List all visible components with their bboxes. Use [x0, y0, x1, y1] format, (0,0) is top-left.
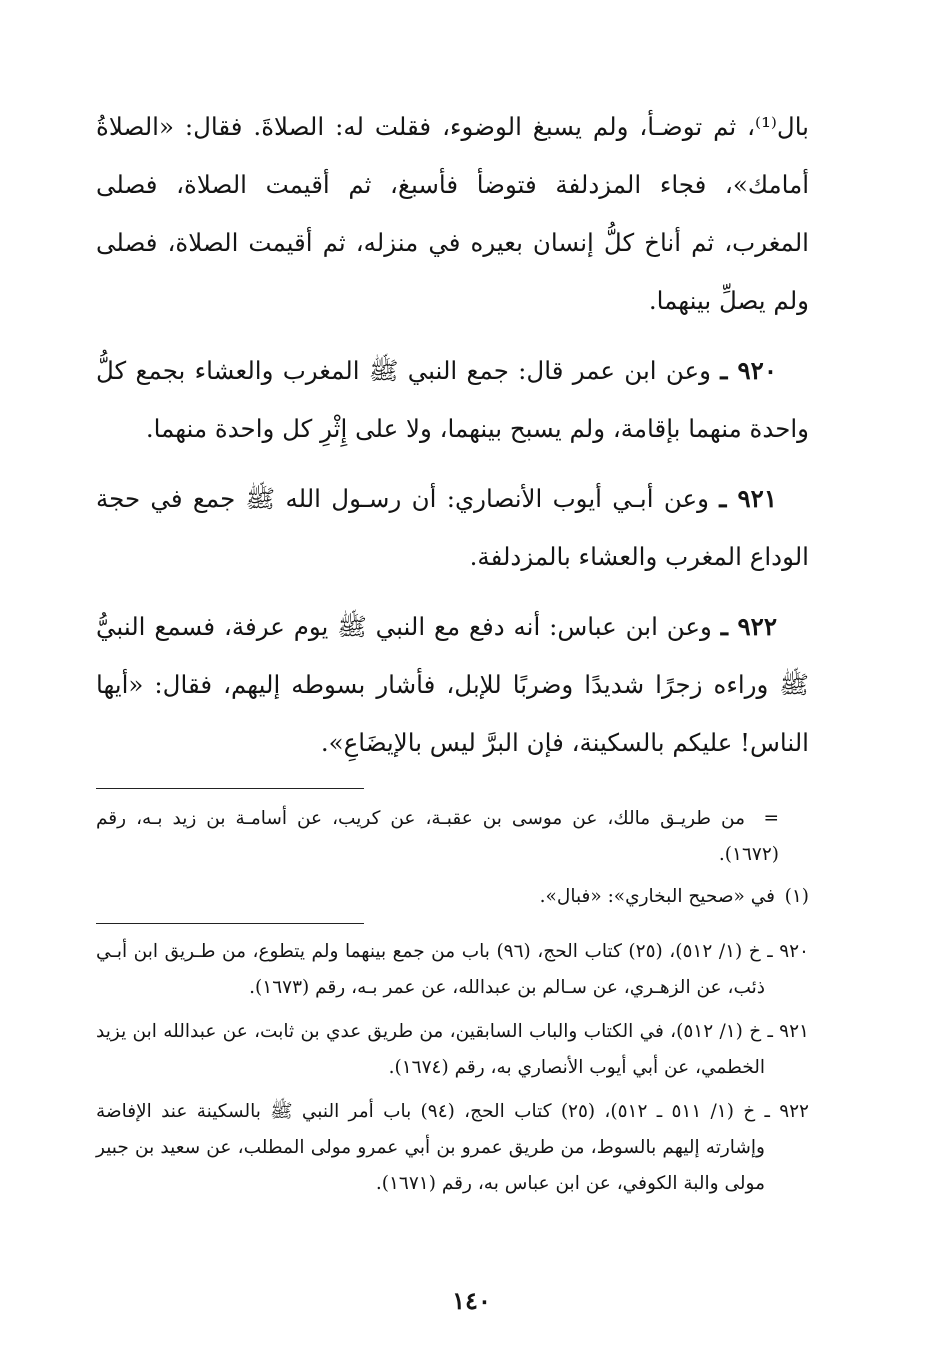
hadith-text: وعن ابن عباس: أنه دفع مع النبي ﷺ يوم عرفة، فسمع النبيُّ ﷺ وراءه زجرًا شديدًا وضربًا للإبل، فأشار بسوطه إليهم، فقال: «أيها الناس! عليكم بالسكينة، فإن البرَّ ليس بالإيضَاعِ». — [96, 612, 809, 757]
hadith-number: ٩٢١ ـ — [719, 484, 777, 513]
footnote-text: من طريـق مالك، عن موسى بن عقبـة، عن كريب، عن أسامـة بن زيد بـه، رقم (١٦٧٢). — [96, 808, 779, 865]
hadith-number: ٩٢٢ ـ — [720, 612, 777, 641]
page-number: ١٤٠ — [452, 1286, 491, 1315]
paragraph-text: بال⁽¹⁾، ثم توضـأ، ولم يسبغ الوضوء، فقلت له: الصلاةَ. فقال: «الصلاةُ أمامك»، فجاء المزدلفة فتوضأ فأسبغ، ثم أقيمت الصلاة، فصلى المغرب، ثم أناخ كلُّ إنسان بعيره في منزله، ثم أقيمت الصلاة، فصلى ولم يصلِّ بينهما. — [96, 112, 809, 315]
footnote-marker: (١) — [784, 886, 809, 907]
paragraph-continued — [96, 98, 809, 330]
footnote-continuation — [96, 801, 809, 873]
footnote-divider — [96, 788, 364, 789]
hadith-references — [96, 934, 809, 1202]
hadith-text: وعن ابن عمر قال: جمع النبي ﷺ المغرب والعشاء بجمع كلُّ واحدة منهما بإقامة، ولم يسبح بينهما، ولا على إِثْرِ كل واحدة منهما. — [96, 356, 809, 443]
footnote-text: في «صحيح البخاري»: «فبال». — [539, 886, 775, 907]
reference-922: ٩٢٢ ـ خ (١/ ٥١١ ـ ٥١٢)، (٢٥) كتاب الحج، (٩٤) باب أمر النبي ﷺ بالسكينة عند الإفاضة وإشارته إليهم بالسوط، من طريق عمرو بن أبي عمرو مولى المطلب، عن سعيد بن جبير مولى والبة الكوفي، عن ابن عباس به، رقم (١٦٧١). — [96, 1101, 809, 1194]
hadith-number: ٩٢٠ ـ — [720, 356, 777, 385]
footnote-1 — [96, 879, 809, 915]
hadith-921 — [96, 470, 809, 586]
hadith-text: وعن أبـي أيوب الأنصاري: أن رسـول الله ﷺ جمع في حجة الوداع المغرب والعشاء بالمزدلفة. — [96, 484, 809, 571]
references-divider — [96, 923, 364, 924]
reference-921: ٩٢١ ـ خ (١/ ٥١٢)، في الكتاب والباب السابقين، من طريق عدي بن ثابت، عن عبدالله ابن يزيد الخطمي، عن أبي أيوب الأنصاري به، رقم (١٦٧٤). — [96, 1021, 809, 1078]
footnotes — [96, 801, 809, 915]
hadith-922 — [96, 598, 809, 772]
main-text — [96, 98, 809, 772]
continuation-marker: = — [763, 808, 779, 829]
reference-920: ٩٢٠ ـ خ (١/ ٥١٢)، (٢٥) كتاب الحج، (٩٦) باب من جمع بينهما ولم يتطوع، من طـريق ابن أبـي ذئب، عن الزهـري، عن سـالم بن عبدالله، عن عمر بـه، رقم (١٦٧٣). — [96, 941, 809, 998]
book-page — [96, 98, 809, 1210]
hadith-920 — [96, 342, 809, 458]
